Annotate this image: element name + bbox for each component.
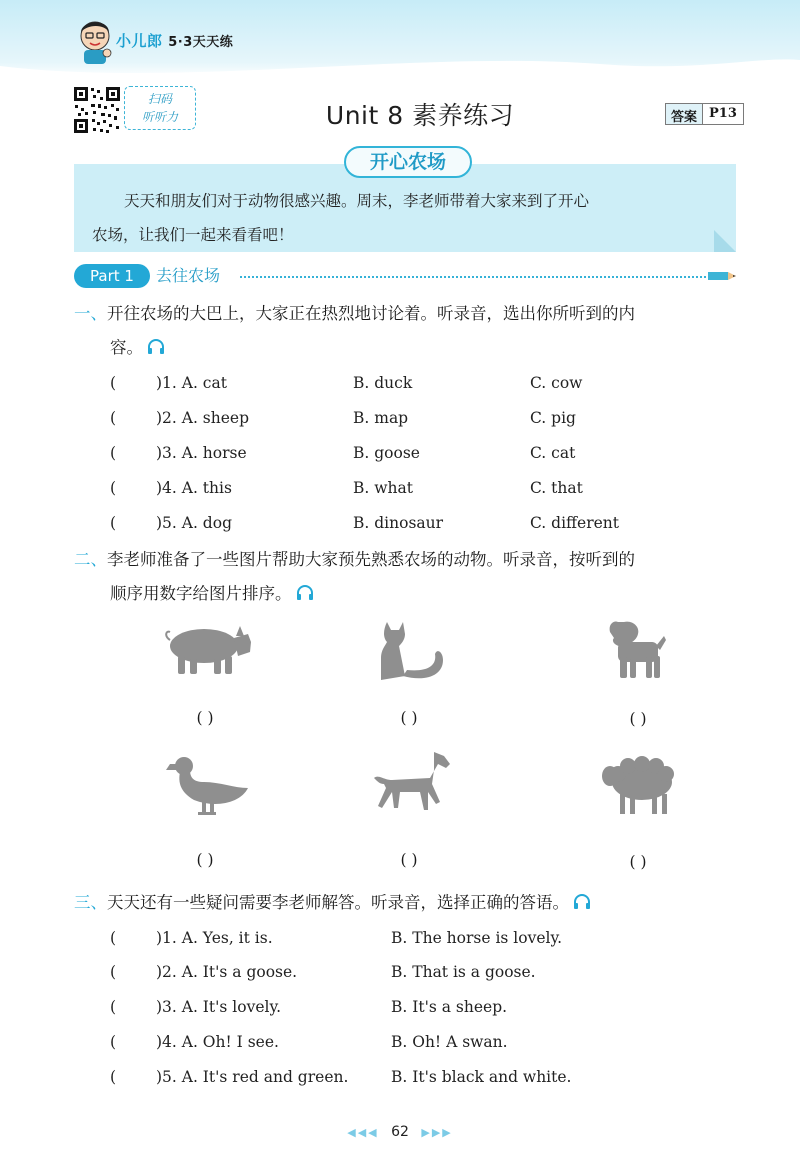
answer-blank[interactable]: (: [110, 479, 117, 497]
question-1-text-cont: [110, 336, 165, 360]
q1-item-5: [110, 514, 730, 544]
question-3-text: 天天还有一些疑问需要李老师解答。听录音，选择正确的答语。: [107, 893, 569, 912]
arrows-left-icon: ◀◀◀: [347, 1126, 379, 1139]
page-fold-decoration: [714, 230, 736, 252]
answer-blank[interactable]: (: [110, 998, 117, 1016]
cat-silhouette: [365, 618, 461, 688]
q3-item-1-b: B. The horse is lovely.: [391, 929, 563, 947]
q1-item-2-a: )2. A. sheep: [156, 409, 250, 427]
arrows-right-icon: ▶▶▶: [421, 1126, 453, 1139]
part-divider: [240, 276, 710, 278]
animal-order-blank-5[interactable]: ( ): [400, 851, 418, 869]
question-3-number: 三、: [74, 893, 107, 912]
animal-order-blank-3[interactable]: ( ): [629, 710, 647, 728]
answer-blank[interactable]: (: [110, 1033, 117, 1051]
part-label: Part 1: [74, 264, 150, 288]
dog-silhouette: [590, 616, 686, 686]
page-title: Unit 8 素养练习: [325, 101, 515, 130]
question-2-number: 二、: [74, 550, 107, 569]
animal-order-blank-2[interactable]: ( ): [400, 709, 418, 727]
page-number: 62: [391, 1124, 409, 1140]
q1-item-1-a: )1. A. cat: [156, 374, 227, 392]
q3-item-4: [110, 1033, 730, 1063]
horse-silhouette: [364, 748, 460, 818]
q3-item-2-b: B. That is a goose.: [391, 963, 536, 981]
answer-blank[interactable]: (: [110, 929, 117, 947]
q3-item-5-a: )5. A. It's red and green.: [156, 1068, 349, 1086]
answer-blank[interactable]: (: [110, 374, 117, 392]
q3-item-3-a: )3. A. It's lovely.: [156, 998, 282, 1016]
q3-item-1: [110, 929, 730, 959]
q1-item-1: [110, 374, 730, 404]
intro-line2: 农场，让我们一起来看看吧！: [92, 226, 294, 244]
headphones-icon[interactable]: [147, 339, 165, 355]
question-2-text-line2: 顺序用数字给图片排序。: [110, 584, 292, 603]
duck-silhouette: [164, 752, 260, 822]
q1-item-2-c: C. pig: [530, 409, 576, 427]
q3-item-3: [110, 998, 730, 1028]
animal-order-blank-1[interactable]: ( ): [196, 709, 214, 727]
answer-blank[interactable]: (: [110, 444, 117, 462]
question-1-heading: [74, 298, 754, 330]
scan-label-line1: 扫码: [147, 92, 172, 106]
question-2-heading: [74, 544, 754, 576]
answer-blank[interactable]: (: [110, 409, 117, 427]
header-wave: [0, 48, 800, 88]
answer-label: 答案: [666, 104, 703, 124]
page-footer: [0, 1124, 800, 1140]
headphones-icon[interactable]: [296, 585, 314, 601]
q1-item-3-a: )3. A. horse: [156, 444, 247, 462]
q3-item-4-b: B. Oh! A swan.: [391, 1033, 508, 1051]
q1-item-2-b: B. map: [353, 409, 409, 427]
sheep-silhouette: [596, 752, 692, 822]
q3-item-2-a: )2. A. It's a goose.: [156, 963, 298, 981]
q1-item-1-b: B. duck: [353, 374, 413, 392]
question-3-heading: [74, 887, 754, 919]
question-2-text-cont: [110, 582, 314, 606]
question-2-text: 李老师准备了一些图片帮助大家预先熟悉农场的动物。听录音，按听到的: [107, 550, 635, 569]
brand-series: 5·3天天练: [168, 35, 234, 50]
q1-item-3: [110, 444, 730, 474]
brand-name: [116, 30, 233, 51]
q3-item-5: [110, 1068, 730, 1098]
intro-line1: 天天和朋友们对于动物很感兴趣。周末，李老师带着大家来到了开心: [124, 192, 590, 210]
answer-blank[interactable]: (: [110, 514, 117, 532]
q1-item-5-c: C. different: [530, 514, 620, 532]
q1-item-5-b: B. dinosaur: [353, 514, 444, 532]
intro-tab: 开心农场: [344, 146, 472, 178]
answer-page: P13: [709, 106, 737, 121]
q3-item-4-a: )4. A. Oh! I see.: [156, 1033, 279, 1051]
q1-item-4-c: C. that: [530, 479, 583, 497]
pencil-icon: [708, 270, 736, 282]
mascot-icon: [74, 16, 116, 66]
q3-item-2: [110, 963, 730, 993]
q1-item-2: [110, 409, 730, 439]
answer-blank[interactable]: (: [110, 1068, 117, 1086]
pig-silhouette: [160, 614, 256, 684]
q1-item-5-a: )5. A. dog: [156, 514, 232, 532]
q1-item-3-c: C. cat: [530, 444, 576, 462]
scan-label-line2: 听听力: [141, 110, 178, 124]
q1-item-4-b: B. what: [353, 479, 413, 497]
q1-item-3-b: B. goose: [353, 444, 420, 462]
question-1-number: 一、: [74, 304, 107, 323]
q3-item-5-b: B. It's black and white.: [391, 1068, 572, 1086]
animal-order-blank-4[interactable]: ( ): [196, 851, 214, 869]
q3-item-3-b: B. It's a sheep.: [391, 998, 508, 1016]
q1-item-1-c: C. cow: [530, 374, 583, 392]
part-title: 去往农场: [156, 266, 221, 285]
q1-item-4-a: )4. A. this: [156, 479, 232, 497]
answer-badge[interactable]: [665, 103, 744, 125]
question-1-text: 开往农场的大巴上，大家正在热烈地讨论着。听录音，选出你所听到的内: [107, 304, 635, 323]
brand-name-text: 小儿郎: [116, 32, 163, 50]
q1-item-4: [110, 479, 730, 509]
headphones-icon[interactable]: [573, 894, 591, 910]
question-1-text-line2: 容。: [110, 338, 143, 357]
q3-item-1-a: )1. A. Yes, it is.: [156, 929, 273, 947]
animal-order-blank-6[interactable]: ( ): [629, 853, 647, 871]
answer-blank[interactable]: (: [110, 963, 117, 981]
